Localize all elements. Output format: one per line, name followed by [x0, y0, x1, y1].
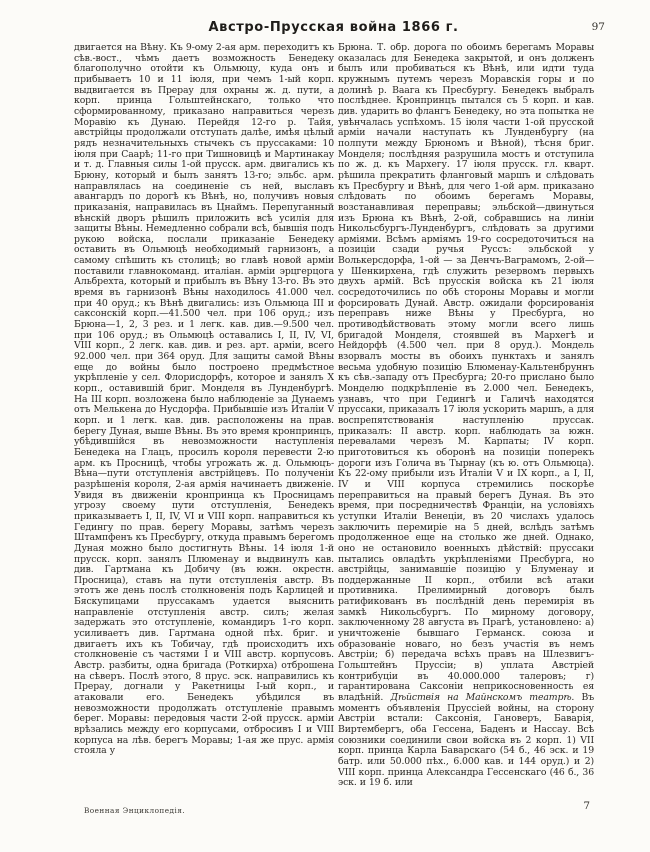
signature-number: 7 — [583, 800, 590, 812]
left-column-text: двигается на Вѣну. Къ 9-ому 2-ая арм. переходитъ къ сѣв.-вост., чѣмъ даетъ возможность Бенедеку благополучно отойти къ Ольмюцу, куда онъ и прибываетъ 10 и 11 іюля, при чемъ 1-ый корп. выдвигается въ Прерау для охраны ж. д. пути, а корп. принца Гольштейнскаго, только что сформированному, приказано направиться черезъ Моравію къ Дунаю. Перейдя 12-го р. Тайя, австрійцы продолжали отступать далѣе, имѣя цѣлый рядъ незначительныхъ стычекъ съ пруссаками: 10 іюля при Саарѣ; 11-го при Тишновицѣ и Мартинакау и т. д. Главныя силы 1-ой прусск. арм. двигались къ Брюну, который и былъ занятъ 13-го; эльбс. арм. направлялась на соединеніе съ ней, выславъ авангардъ по дорогѣ къ Вѣнѣ, но, получивъ новыя приказанія, направилась въ Цнаймъ. Перепуганный вѣнскій дворъ рѣшилъ приложить всѣ усилія для защиты Вѣны. Немедленно собрали всѣ, бывшія подъ рукою войска, послали приказаніе Бенедеку оставить въ Ольмюцѣ необходимый гарнизонъ, а самому спѣшить къ столицѣ; во главѣ новой арміи поставили главнокоманд. италіан. арміи эрцгерцога Альбрехта, который и прибылъ въ Вѣну 13-го. Въ это время въ гарнизонѣ Вѣны находилось 41.000 чел. при 40 оруд.; къ Вѣнѣ двигались: изъ Ольмюца III и саксонскій корп.—41.500 чел. при 106 оруд.; изъ Брюна—1, 2, 3 рез. и 1 легк. кав. див.—9.500 чел. при 106 оруд.; въ Ольмюцѣ оставались I, II, IV, VI, VIII корп., 2 легк. кав. див. и рез. арт. арміи, всего 92.000 чел. при 364 оруд. Для защиты самой Вѣны еще до войны было построено предмѣстное укрѣпленіе у сел. Флорисдорфъ, которое и занялъ X корп., оставившій бриг. Монделя въ Лунденбургѣ. На III корп. возложена было наблюденіе за Дунаемъ отъ Мелькена до Нусдорфа. Прибывшіе изъ Италіи V корп. и 1 легк. кав. див. расположены на прав. берегу Дуная, выше Вѣны. Въ это время кронпринцъ, убѣдившійся въ невозможности наступленія Бенедека на Глацъ, просилъ короля перевести 2-ю арм. къ Просницѣ, чтобы угрожать ж. д. Ольмюцъ-Вѣна—пути отступленія австрійцевъ. По полученіи разрѣшенія короля, 2-ая армія начинаетъ движеніе. Увидя въ движеніи кронпринца къ Просницамъ угрозу своему пути отступленія, Бенедекъ приказываетъ I, II, IV, VI и VIII корп. направиться къ Гедингу по прав. берегу Моравы, затѣмъ черезъ Штампфенъ къ Пресбургу, откуда правымъ берегомъ Дуная можно было достигнуть Вѣны. 14 іюля 1-й прусск. корп. занялъ Плюменау и выдвинулъ кав. див. Гартмана къ Добичу (въ южн. окрестн. Просница), ставъ на пути отступленія австр. Въ этотъ же день послѣ столкновенія подъ Карлицей и Бяскупицами пруссакамъ удается выяснить направленіе отступленія австр. силъ; желая задержать это отступленіе, командиръ 1-го корп. усиливаетъ див. Гартмана одной пѣх. бриг. и двигаетъ ихъ къ Тобичау, гдѣ происходитъ ихъ столкновеніе съ частями I и VIII австр. корпусовъ. Австр. разбиты, одна бригада (Роткирха) отброшена на сѣверъ. Послѣ этого, 8 прус. эск. направились къ Прерау, догнали у Ракетницы I-ый корп., и атаковали его. Бенедекъ убѣдился въ невозможности продолжать отступленіе правымъ берег. Моравы: передовыя части 2-ой прусск. арміи врѣзались между его корпусами, отбросивъ I и VIII корпуса на лѣв. берегъ Моравы; 1-ая же прус. армія стояла у — [74, 43, 334, 757]
section-heading-main-theater: Дѣйствія на Майнскомъ театрѣ. — [390, 692, 575, 704]
page-number: 97 — [591, 21, 605, 33]
right-column-text-2: Въ моментъ объявленія Пруссіей войны, на сторону Австріи встали: Саксонія, Гановеръ, Баварія, Виртембергъ, оба Гессена, Баденъ и Нассау. Всѣ союзники соединили свои войска въ 2 корп. 1) VII корп. принца Карла Баварскаго (54 б., 46 эск. и 19 батр. или 50.000 пѣх., 6.000 кав. и 144 оруд.) и 2) VIII корп. принца Александра Гессенскаго (46 б., 36 эск. и 19 б. или — [338, 692, 594, 789]
left-column — [74, 43, 334, 803]
imprint: Военная Энциклопедія. — [84, 806, 186, 815]
right-column — [338, 43, 594, 803]
page-title: Австро-Прусская война 1866 г. — [208, 20, 459, 35]
right-column-text-1: Брюна. Т. обр. дорога по обоимъ берегамъ Моравы оказалась для Бенедека закрытой, и онъ долженъ былъ или пробиваться къ Вѣнѣ, или идти туда кружнымъ путемъ черезъ Моравскія горы и по долинѣ р. Ваага къ Пресбургу. Бенедекъ выбралъ послѣднее. Кронпринцъ пытался съ 5 корп. и кав. див. ударить во флангъ Бенедеку, но эта попытка не увѣнчалась успѣхомъ. 15 іюля части 1-ой прусской арміи начали наступать къ Лунденбургу (на полпути между Брюномъ и Вѣной), тѣсня бриг. Монделя; послѣдняя разрушила мостъ и отступила по ж. д. къ Мархегу. 17 іюля прусск. гл. кварт. рѣшила прекратить фланговый маршъ и слѣдовать къ Пресбургу и Вѣнѣ, для чего 1-ой арм. приказано слѣдовать по обоимъ берегамъ Моравы, возстанавливая переправы; эльбской—двинуться изъ Брюна къ Вѣнѣ, 2-ой, собравшись на линіи Никольсбургъ-Лунденбургъ, слѣдовать за другими арміями. Всѣмъ арміямъ 19-го сосредоточиться на позиціи сзади ручья Руссъ: эльбской у Волькерсдорфа, 1-ой — за Денчъ-Ваграмомъ, 2-ой—у Шенкирхена, гдѣ служить резервомъ первыхъ двухъ армій. Всѣ прусскія войска къ 21 іюля сосредоточились по обѣ стороны Моравы и могли форсировать Дунай. Австр. ожидали форсированія переправъ ниже Вѣны у Пресбурга, но противодѣйствовать этому могли всего лишь бригадой Монделя, стоявшей въ Мархегѣ и Нейдорфѣ (4.500 чел. при 8 оруд.). Мондель взорвалъ мосты въ обоихъ пунктахъ и занялъ весьма удобную позицію Блюменау-Кальтенбруннъ къ сѣв.-западу отъ Пресбурга; 20-го прислано было Монделю подкрѣпленіе въ 2.000 чел. Бенедекъ, узнавъ, что при Гедингѣ и Галичѣ находятся пруссаки, приказалъ 17 іюля ускорить маршъ, а для воспрепятствованія наступленію пруссак. приказалъ: II австр. корп. наблюдать за южн. перевалами черезъ М. Карпаты; IV корп. приготовиться къ оборонѣ на позиціи поперекъ дороги изъ Голича въ Тырнау (къ ю. отъ Ольмюца). Къ 22-ому прибыли изъ Италіи V и IX корп., а I, II, IV и VIII корпуса стремились поскорѣе переправиться на правый берегъ Дуная. Въ это время, при посредничествѣ Франціи, на условіяхъ уступки Италіи Венеціи, въ 20 числахъ удалось заключить перемиріе на 5 дней, вслѣдъ затѣмъ продолженное еще на столько же дней. Однако, оно не остановило военныхъ дѣйствій: пруссаки пытались овладѣть укрѣпленіями Пресбурга, но австрійцы, занимавшіе позицію у Блуменау и поддержанные II корп., отбили всѣ атаки противника. Прелимирный договоръ былъ ратификованъ въ послѣдній день перемирія въ замкѣ Никольсбургъ. По мирному договору, заключенному 28 августа въ Прагѣ, установлено: а) уничтоженіе бывшаго Германск. союза и образованіе новаго, но безъ участія въ немъ Австріи; б) передача всѣхъ правъ на Шлезвигъ-Гольштейнъ Пруссіи; в) уплата Австріей контрибуціи въ 40.000.000 талеровъ; г) гарантирована Саксоніи неприкосновенность ея владѣній. — [338, 43, 594, 704]
